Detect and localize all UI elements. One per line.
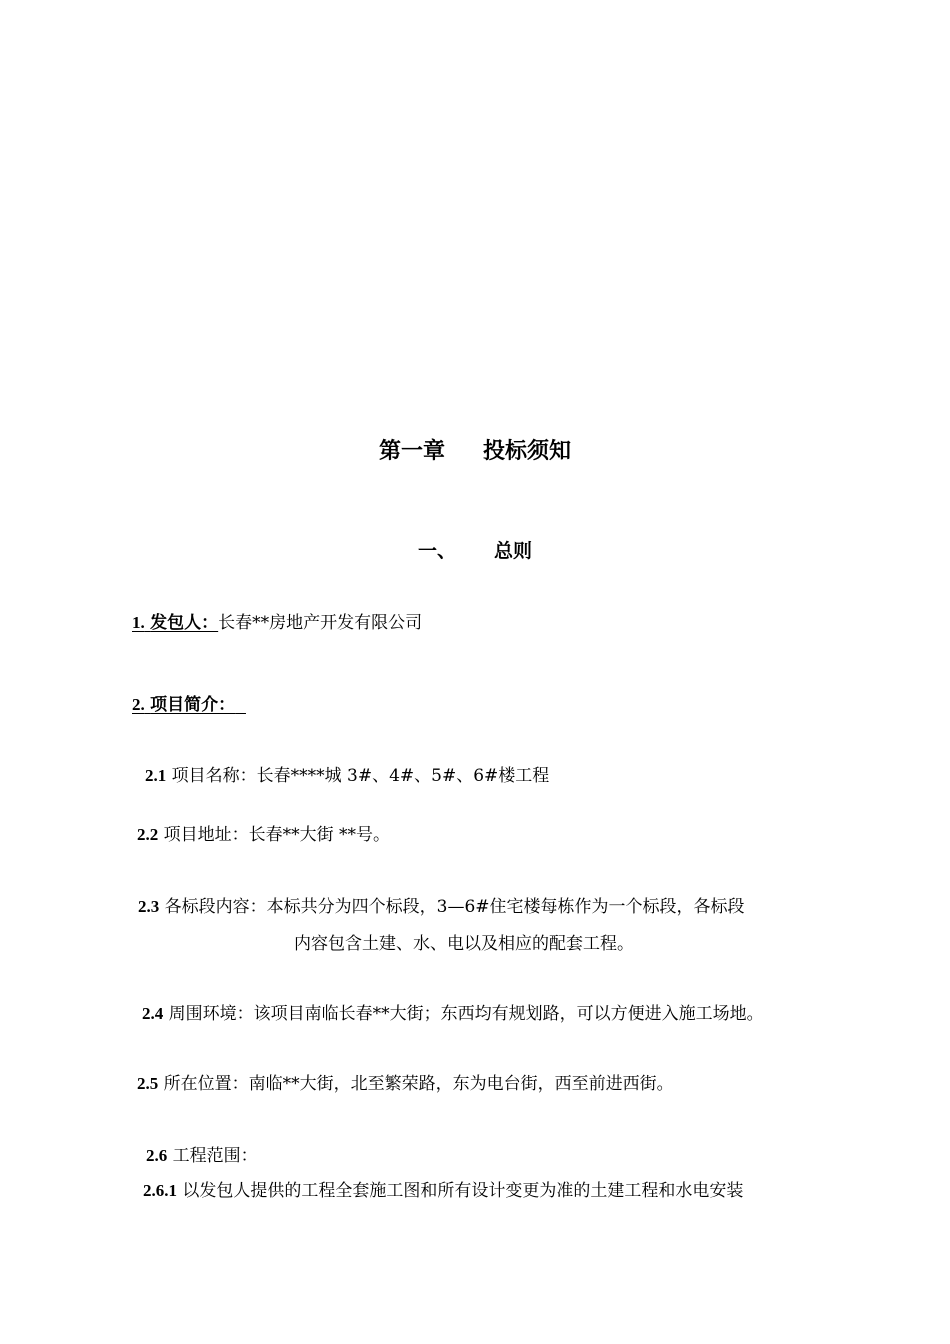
item-2-6: 2.6 工程范围： [146, 1146, 258, 1166]
section-title: 总则 [494, 540, 533, 562]
item-project-intro [132, 690, 246, 715]
item-text: 所在位置：南临**大街，北至繁荣路，东为电台街，西至前进西街。 [163, 1074, 674, 1094]
item-text: 以发包人提供的工程全套施工图和所有设计变更为准的土建工程和水电安装 [182, 1181, 744, 1201]
item-text: 各标段内容：本标共分为四个标段，3—6#住宅楼每栋作为一个标段，各标段 [164, 897, 745, 917]
chapter-number: 第一章 [378, 439, 445, 464]
item-number: 2. [132, 695, 145, 714]
item-label: 发包人： [150, 613, 219, 633]
item-2-5: 2.5 所在位置：南临**大街，北至繁荣路，东为电台街，西至前进西街。 [137, 1074, 674, 1094]
chapter-title: 投标须知 [483, 439, 572, 464]
item-2-6-1: 2.6.1 以发包人提供的工程全套施工图和所有设计变更为准的土建工程和水电安装 [143, 1181, 744, 1201]
item-text: 项目名称：长春****城 3#、4#、5#、6#楼工程 [171, 766, 550, 786]
item-2-1: 2.1 项目名称：长春****城 3#、4#、5#、6#楼工程 [145, 766, 550, 786]
item-2-3: 2.3 各标段内容：本标共分为四个标段，3—6#住宅楼每栋作为一个标段，各标段 [138, 897, 745, 917]
chapter-heading [0, 434, 950, 465]
item-2-4: 2.4 周围环境：该项目南临长春**大街；东西均有规划路，可以方便进入施工场地。 [142, 1004, 764, 1024]
section-heading [0, 536, 950, 563]
item-number: 1. [132, 613, 145, 632]
item-text: 周围环境：该项目南临长春**大街；东西均有规划路，可以方便进入施工场地。 [168, 1004, 764, 1024]
item-contractor [132, 608, 422, 633]
item-2-3-continuation: 内容包含土建、水、电以及相应的配套工程。 [294, 934, 634, 954]
item-text: 工程范围： [172, 1146, 258, 1166]
item-label: 项目简介： [150, 695, 236, 715]
section-number: 一、 [417, 540, 456, 562]
item-text: 项目地址：长春**大街 **号。 [163, 825, 391, 845]
item-2-2: 2.2 项目地址：长春**大街 **号。 [137, 825, 391, 845]
item-value: 长春**房地产开发有限公司 [218, 613, 423, 633]
